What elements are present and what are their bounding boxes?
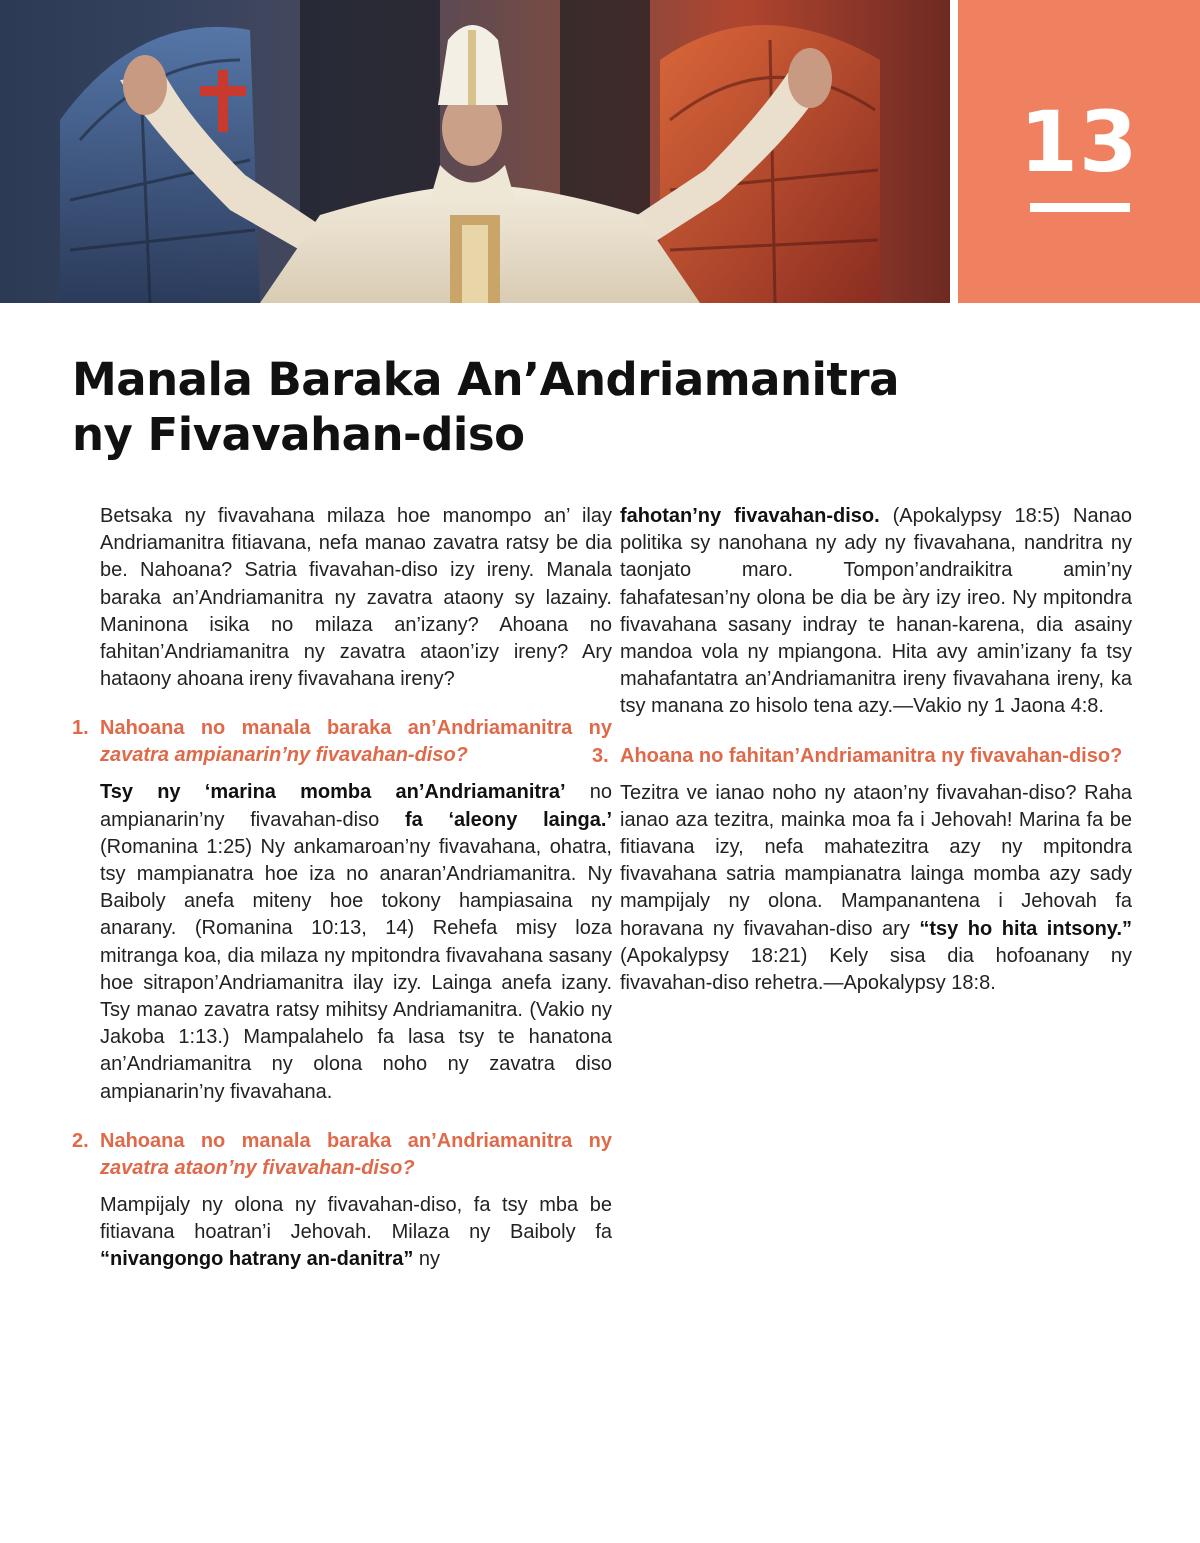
answer-2-text-2: ny bbox=[413, 1248, 441, 1271]
chapter-badge bbox=[958, 0, 1200, 303]
priest-illustration bbox=[0, 0, 950, 303]
right-column bbox=[592, 503, 1132, 1019]
answer-3-text-2: (Apokalypsy 18:21) Kely sisa dia hofoanany ny fivavahan-diso rehetra.—Apokalypsy 18:8. bbox=[620, 944, 1132, 995]
answer-3-text-1: Tezitra ve ianao noho ny ataon’ny fivavahan-diso? Raha ianao aza tezitra, mainka moa fa i Jehovah! Marina fa be fitiavana izy, nefa mahatezitra azy ny mpitondra fivavahana satria mampianatra lainga momba azy sady mampijaly ny olona. Mampanantena i Jehovah fa horavana ny fivavahan-diso ary bbox=[620, 781, 1132, 940]
question-3 bbox=[592, 743, 1132, 770]
chapter-number: 13 bbox=[1019, 93, 1139, 191]
answer-2-bold-1: “nivangongo hatrany an-danitra” bbox=[100, 1248, 414, 1271]
title-line-2: ny Fivavahan-diso bbox=[72, 408, 525, 461]
page-title bbox=[72, 352, 972, 462]
question-2-number: 2. bbox=[72, 1129, 89, 1152]
answer-2-start bbox=[100, 1192, 612, 1274]
question-1-text: Nahoana no manala baraka an’Andriamanitra ny bbox=[100, 717, 612, 740]
answer-1-text-1: no ampianarin’ny fivavahan-diso bbox=[100, 781, 612, 831]
answer-1-bold-2: fa ‘aleony lainga.’ bbox=[404, 808, 612, 831]
question-2 bbox=[72, 1128, 612, 1182]
question-1-italic: zavatra ampianarin’ny fivavahan-diso? bbox=[100, 744, 468, 767]
intro-paragraph: Betsaka ny fivavahana milaza hoe manompo an’ ilay Andriamanitra fitiavana, nefa manao zavatra ratsy be dia be. Nahoana? Satria fivavahan-diso izy ireny. Manala baraka an’Andriamanitra ny zavatra ataony sy lazainy. Maninona isika no milaza an’izany? Ahoana no fahitan’Andriamanitra ny zavatra ataon’izy ireny? Ary hataony ahoana ireny fivavahana ireny? bbox=[100, 505, 612, 691]
question-2-text: Nahoana no manala baraka an’Andriamanitra ny bbox=[100, 1129, 612, 1152]
answer-2-continued bbox=[620, 503, 1132, 721]
answer-1-text-2: (Romanina 1:25) Ny ankamaroan’ny fivavahana, ohatra, tsy mampianatra hoe iza no anaran’Andriamanitra. Ny Baiboly anefa miteny hoe tokony hampiasaina ny anarany. (Romanina 10:13, 14) Rehefa misy loza mitranga koa, dia milaza ny mpitondra fivavahana sasany hoe sitrapon’Andriamanitra ilay izy. Lainga anefa izany. Tsy manao zavatra ratsy mihitsy Andriamanitra. (Vakio ny Jakoba 1:13.) Mampalahelo fa lasa tsy te hanatona an’Andriamanitra ny olona noho ny zavatra diso ampianarin’ny fivavahana. bbox=[100, 835, 612, 1103]
answer-2-bold-2: fahotan’ny fivavahan-diso. bbox=[620, 505, 880, 527]
question-3-text: Ahoana no fahitan’Andriamanitra ny fivavahan-diso? bbox=[620, 744, 1123, 767]
question-3-number: 3. bbox=[592, 744, 609, 767]
hero-photo bbox=[0, 0, 950, 303]
answer-3 bbox=[620, 780, 1132, 998]
answer-1-bold-1: Tsy ny ‘marina momba an’Andriamanitra’ bbox=[100, 781, 566, 804]
answer-2-text-3: (Apokalypsy 18:5) Nanao politika sy nanohana ny ady ny fivavahana, nandritra ny taonjato maro. Tompon’andraikitra amin’ny fahafatesan’ny olona be dia be àry izy ireo. Ny mpitondra fivavahana sasany indray te hanan-karena, dia asainy mandoa vola ny mpiangona. Hita avy amin’izany fa tsy mahafantatra an’Andriamanitra ireny fivavahana ireny, ka tsy manana zo hisolo tena azy.—Vakio ny 1 Jaona 4:8. bbox=[620, 505, 1132, 718]
title-line-1: Manala Baraka An’Andriamanitra bbox=[72, 353, 899, 406]
question-1-number: 1. bbox=[72, 717, 89, 740]
answer-2-text-1: Mampijaly ny olona ny fivavahan-diso, fa tsy mba be fitiavana hoatran’i Jehovah. Milaza ny Baiboly fa bbox=[100, 1193, 612, 1244]
question-1 bbox=[72, 715, 612, 769]
question-2-italic: zavatra ataon’ny fivavahan-diso? bbox=[100, 1156, 415, 1179]
chapter-underline bbox=[1030, 203, 1130, 212]
answer-1 bbox=[100, 779, 612, 1105]
answer-3-bold-1: “tsy ho hita intsony.” bbox=[919, 917, 1132, 940]
cross-icon bbox=[218, 70, 228, 132]
left-column bbox=[72, 503, 612, 1295]
